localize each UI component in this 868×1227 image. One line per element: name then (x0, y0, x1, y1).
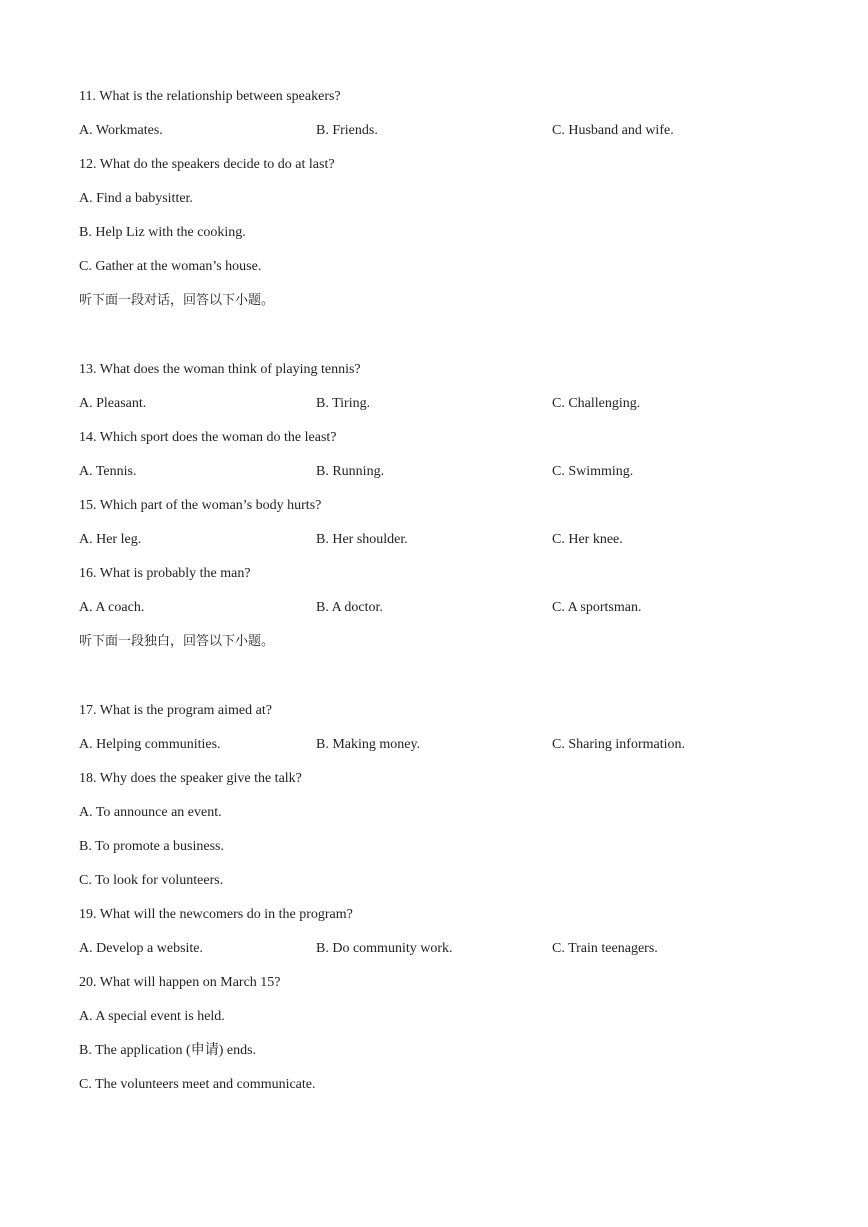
question-17-options (79, 736, 839, 754)
option-c: C. Her knee. (552, 532, 623, 547)
question-19-options (79, 940, 839, 958)
option-a: A. Tennis. (79, 464, 137, 479)
question-13-options (79, 395, 839, 413)
question-16-options (79, 599, 839, 617)
question-14-stem: 14. Which sport does the woman do the least? (79, 430, 337, 445)
option-b: B. The application (申请) ends. (79, 1043, 257, 1058)
question-11-options (79, 122, 839, 140)
option-a: A. To announce an event. (79, 805, 222, 820)
question-20-stem: 20. What will happen on March 15? (79, 975, 281, 990)
option-a: A. Find a babysitter. (79, 191, 193, 206)
option-a: A. Pleasant. (79, 396, 147, 411)
option-a: A. A coach. (79, 600, 145, 615)
question-11-stem: 11. What is the relationship between speakers? (79, 89, 341, 104)
option-b: B. To promote a business. (79, 839, 224, 854)
question-17-stem: 17. What is the program aimed at? (79, 703, 272, 718)
question-19-stem: 19. What will the newcomers do in the program? (79, 907, 353, 922)
option-c: C. Swimming. (552, 464, 634, 479)
option-b: B. Making money. (316, 737, 421, 752)
option-c: C. Challenging. (552, 396, 641, 411)
option-b: B. Help Liz with the cooking. (79, 225, 246, 240)
question-18-stem: 18. Why does the speaker give the talk? (79, 771, 302, 786)
question-15-stem: 15. Which part of the woman’s body hurts? (79, 498, 322, 513)
option-c: C. Gather at the woman’s house. (79, 259, 262, 274)
question-12-stem: 12. What do the speakers decide to do at last? (79, 157, 335, 172)
option-b: B. Her shoulder. (316, 532, 408, 547)
option-a: A. A special event is held. (79, 1009, 225, 1024)
option-a: A. Helping communities. (79, 737, 221, 752)
question-14-options (79, 463, 839, 481)
question-13-stem: 13. What does the woman think of playing tennis? (79, 362, 361, 377)
option-c: C. Train teenagers. (552, 941, 658, 956)
option-b: B. Tiring. (316, 396, 371, 411)
option-c: C. The volunteers meet and communicate. (79, 1077, 316, 1092)
option-b: B. Friends. (316, 123, 378, 138)
question-15-options (79, 531, 839, 549)
option-b: B. A doctor. (316, 600, 383, 615)
section-instruction-monologue: 听下面一段独白，回答以下小题。 (79, 634, 275, 649)
section-instruction-dialogue: 听下面一段对话，回答以下小题。 (79, 293, 275, 308)
option-c: C. A sportsman. (552, 600, 642, 615)
option-c: C. Husband and wife. (552, 123, 674, 138)
option-a: A. Workmates. (79, 123, 163, 138)
question-16-stem: 16. What is probably the man? (79, 566, 251, 581)
option-c: C. To look for volunteers. (79, 873, 224, 888)
option-b: B. Do community work. (316, 941, 453, 956)
option-a: A. Her leg. (79, 532, 142, 547)
option-a: A. Develop a website. (79, 941, 204, 956)
option-c: C. Sharing information. (552, 737, 685, 752)
option-b: B. Running. (316, 464, 385, 479)
